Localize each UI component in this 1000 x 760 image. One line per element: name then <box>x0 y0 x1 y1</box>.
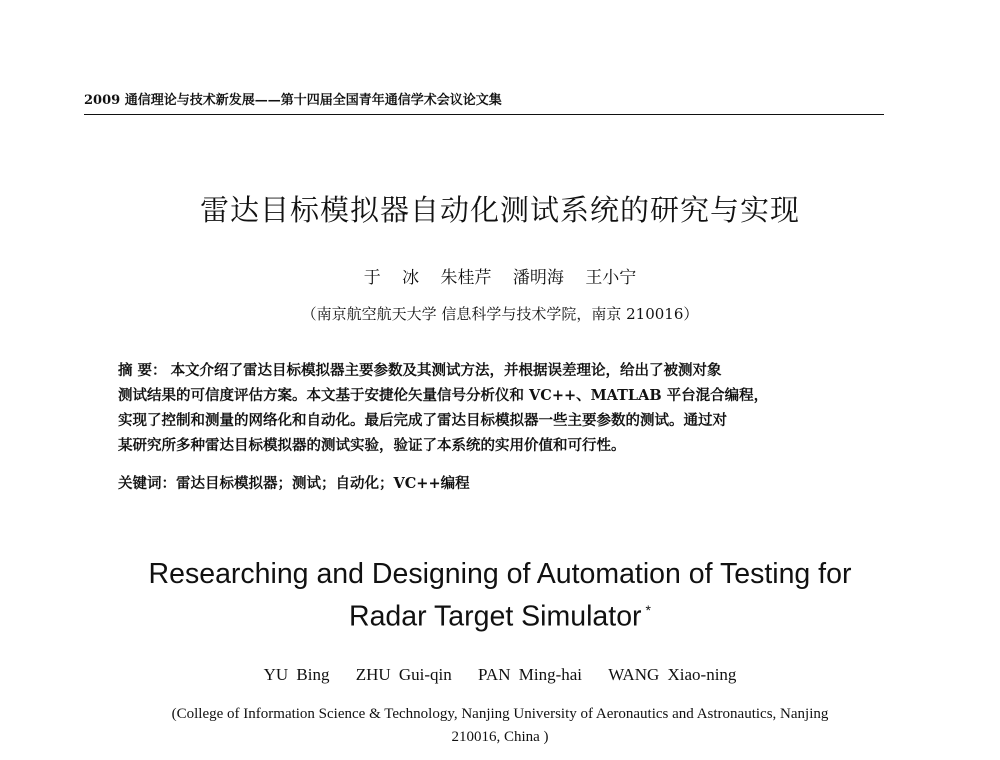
author-cn-3: 潘明海 <box>512 268 564 288</box>
keywords-text: 雷达目标模拟器；测试；自动化；VC++编程 <box>176 475 470 492</box>
author-en-2: ZHU Gui-qin <box>355 665 452 684</box>
running-head: 2009 通信理论与技术新发展——第十四届全国青年通信学术会议论文集 <box>84 93 502 108</box>
english-title-line-1: Researching and Designing of Automation of Testing for <box>148 558 852 590</box>
english-affiliation <box>96 703 904 749</box>
chinese-title: 雷达目标模拟器自动化测试系统的研究与实现 <box>199 193 800 227</box>
author-en-4: WANG Xiao-ning <box>608 665 737 684</box>
author-en-1: YU Bing <box>263 665 330 684</box>
title-footnote-mark: * <box>645 602 651 618</box>
abstract-line: 测试结果的可信度评估方案。本文基于安捷伦矢量信号分析仪和 VC++、MATLAB 平台混合编程， <box>118 387 769 404</box>
english-affiliation-line-2: 210016, China ) <box>451 729 549 745</box>
abstract-line: 本文介绍了雷达目标模拟器主要参数及其测试方法，并根据误差理论，给出了被测对象 <box>170 362 722 379</box>
chinese-affiliation: （南京航空航天大学 信息科学与技术学院，南京 210016） <box>301 305 699 323</box>
abstract-line: 某研究所多种雷达目标模拟器的测试实验，验证了本系统的实用价值和可行性。 <box>118 437 626 454</box>
author-cn-1: 于 冰 <box>363 268 420 288</box>
english-title-line-2: Radar Target Simulator <box>349 600 642 633</box>
abstract-line: 实现了控制和测量的网络化和自动化。最后完成了雷达目标模拟器一些主要参数的测试。通过对 <box>118 412 727 429</box>
chinese-authors <box>0 266 1000 290</box>
author-cn-2: 朱桂芹 <box>440 268 492 288</box>
author-cn-4: 王小宁 <box>585 268 637 288</box>
keywords-label: 关键词： <box>118 475 176 492</box>
english-affiliation-line-1: (College of Information Science & Technology, Nanjing University of Aeronautics and Astronautics, Nanjing <box>171 706 829 722</box>
author-en-3: PAN Ming-hai <box>478 665 582 684</box>
chinese-abstract <box>118 358 888 458</box>
chinese-keywords <box>118 472 888 496</box>
abstract-label: 摘 要： <box>118 362 167 379</box>
english-title <box>0 556 1000 635</box>
english-authors <box>0 663 1000 687</box>
header-rule <box>84 114 884 115</box>
